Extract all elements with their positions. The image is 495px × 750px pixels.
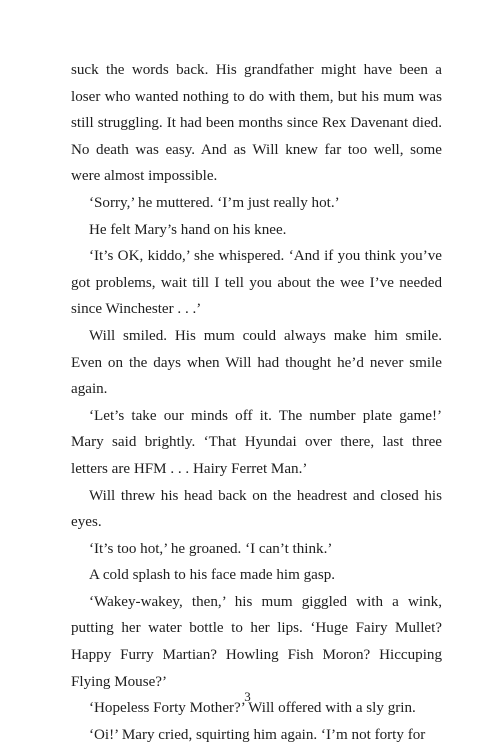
paragraph-continuation: suck the words back. His grandfather might have been a loser who wanted nothing to do with them, but his mum was still struggling. It had been months since Rex Davenant died. No death was easy. And as Will knew far too well, some were almost impossible.	[71, 62, 442, 185]
paragraph: ‘Sorry,’ he muttered. ‘I’m just really hot.’	[89, 194, 340, 211]
page-number: 3	[244, 689, 251, 704]
paragraph: Will smiled. His mum could always make him smile. Even on the days when Will had thought he’d never smile again.	[71, 327, 442, 398]
paragraph: ‘Let’s take our minds off it. The number plate game!’ Mary said brightly. ‘That Hyundai over there, last three letters are HFM . . . Hairy Ferret Man.’	[71, 407, 442, 477]
paragraph: ‘Wakey-wakey, then,’ his mum giggled with a wink, putting her water bottle to her lips. ‘Huge Fairy Mullet? Happy Furry Martian? Howling Fish Moron? Hiccuping Flying Mouse?’	[71, 593, 442, 690]
paragraph: ‘It’s OK, kiddo,’ she whispered. ‘And if you think you’ve got problems, wait till I tell you about the wee I’ve needed since Winchester . . .’	[71, 248, 442, 318]
paragraph: ‘It’s too hot,’ he groaned. ‘I can’t think.’	[89, 540, 333, 557]
paragraph: He felt Mary’s hand on his knee.	[89, 221, 287, 238]
body-text	[71, 57, 442, 748]
paragraph-truncated: ‘Oi!’ Mary cried, squirting him again. ‘I’m not forty for	[89, 726, 426, 743]
paragraph: Will threw his head back on the headrest and closed his eyes.	[71, 487, 442, 531]
paragraph: ‘Hopeless Forty Mother?’ Will offered with a sly grin.	[89, 700, 416, 717]
paragraph: A cold splash to his face made him gasp.	[89, 567, 336, 584]
